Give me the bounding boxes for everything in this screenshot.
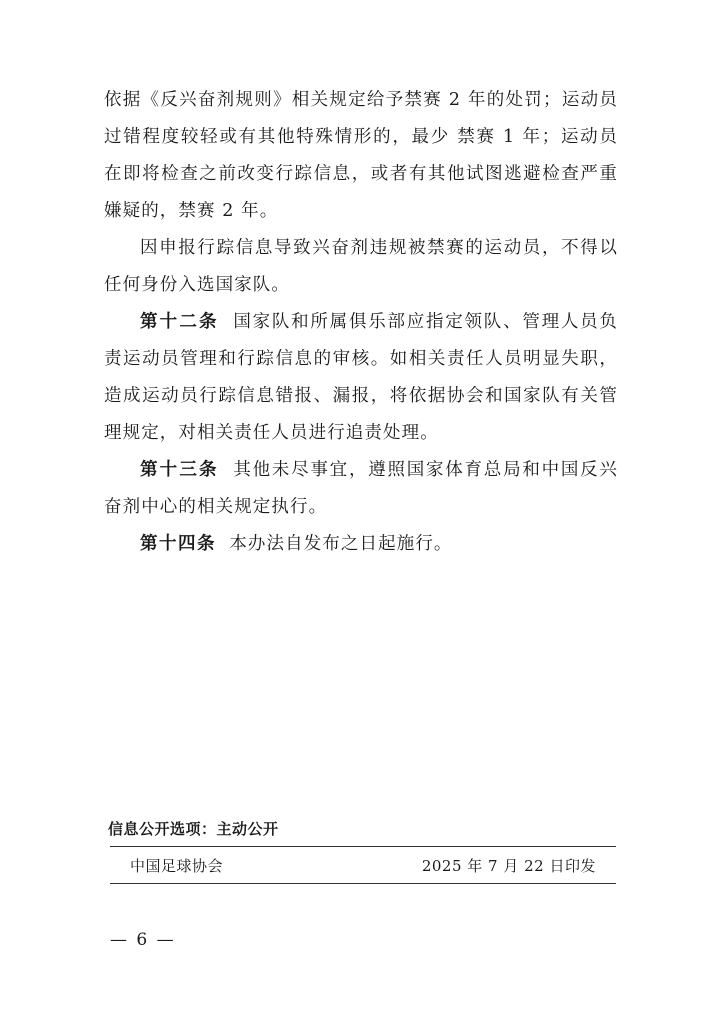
article-14-heading: 第十四条 — [140, 534, 216, 554]
issue-date: 2025 年 7 月 22 日印发 — [421, 857, 596, 875]
paragraph-text: 依据《反兴奋剂规则》相关规定给予禁赛 2 年的处罚；运动员过错程度较轻或有其他特殊情形的，最少 禁赛 1 年；运动员在即将检查之前改变行踪信息，或者有其他试图逃避检查严重嫌疑的，禁赛 2 年。 — [104, 90, 618, 221]
issuer-name: 中国足球协会 — [130, 857, 224, 875]
page-number: — 6 — — [110, 930, 176, 950]
paragraph-national-team-ban — [104, 230, 618, 304]
article-12-heading: 第十二条 — [140, 312, 219, 332]
article-13-heading: 第十三条 — [140, 460, 219, 480]
paragraph-penalty-continuation — [104, 82, 618, 230]
article-12 — [104, 304, 618, 452]
footer-bottom-rule — [110, 883, 616, 884]
disclosure-option: 信息公开选项：主动公开 — [108, 820, 279, 838]
footer-top-rule — [110, 846, 616, 847]
document-body — [104, 82, 618, 563]
paragraph-text: 因申报行踪信息导致兴奋剂违规被禁赛的运动员，不得以任何身份入选国家队。 — [104, 238, 618, 295]
article-13-text: 其他未尽事宜，遵照国家体育总局和中国反兴奋剂中心的相关规定执行。 — [104, 460, 619, 517]
article-12-text: 国家队和所属俱乐部应指定领队、管理人员负责运动员管理和行踪信息的审核。如相关责任人员明显失职，造成运动员行踪信息错报、漏报，将依据协会和国家队有关管理规定，对相关责任人员进行追责处理。 — [104, 312, 619, 443]
article-14 — [104, 526, 618, 563]
article-13 — [104, 452, 618, 526]
article-14-text: 本办法自发布之日起施行。 — [229, 534, 453, 554]
